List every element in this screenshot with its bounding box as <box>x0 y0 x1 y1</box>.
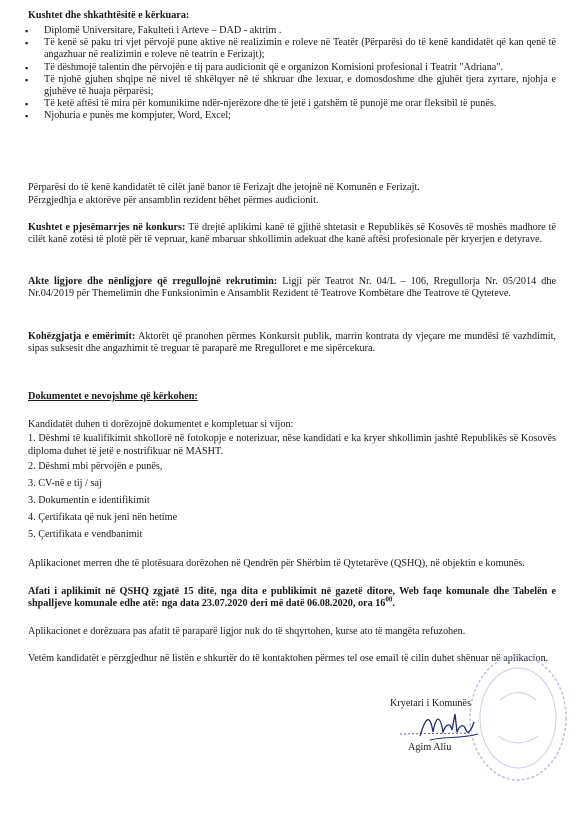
requirement-item: ▪ Njohuria e punës me kompjuter, Word, Excel; <box>22 110 556 122</box>
participation-heading: Kushtet e pjesëmarrjes në konkurs: <box>28 222 186 233</box>
documents-intro: Kandidatët duhen ti dorëzojnë dokumentet e kompletuar si vijon: <box>28 419 294 430</box>
requirement-item: ▪ Të ketë aftësi të mira për komunikime ndër-njerëzore dhe të jetë i gatshëm të punojë me orar fleksibil të punës. <box>22 98 556 110</box>
requirement-item: ▪ Të njohë gjuhen shqipe në nivel të shkëlqyer në të shkruar dhe lexuar, e domosdoshme dhe gjuhët tjera zyrtare, njohja e gjuhëve të huaja përparësi; <box>22 74 556 98</box>
document-item: 5. Çertifikata e vendbanimit <box>28 529 143 541</box>
deadline-text: Afati i aplikimit në QSHQ zgjatë 15 ditë, nga dita e publikimit në gazetë ditore, Web faqe komunale dhe Tabelën e shpalljeve komunale edhe atë: nga data 23.07.2020 deri më datë 06.08.2020, ora $16^{00}$. <box>28 586 556 610</box>
handwritten-signature-icon <box>400 706 510 746</box>
priority-note: Përparësi do të kenë kandidatët të cilët janë banor të Ferizajt dhe jetojnë në Komunën e Ferizajt. <box>28 182 420 193</box>
document-item: 3. Dokumentin e identifikimit <box>28 495 150 507</box>
participation-paragraph <box>28 222 556 246</box>
applications-text: Aplikacionet merren dhe të plotësuara dorëzohen në Qendrën për Shërbim të Qytetarëve (QSHQ), në objektin e komunës. <box>28 558 525 569</box>
duration-text: Aktorët që pranohen përmes Konkursit publik, marrin kontrata dy vjeçare me mundësi të vazhdimit, sipas suksesit dhe angazhimit të treguar të paraparë me Rregulloret e me sipërcekura. <box>28 331 556 355</box>
requirements-list <box>22 25 556 123</box>
document-item: 2. Dëshmi mbi përvojën e punës, <box>28 461 163 473</box>
document-item: 3. CV-në e tij / saj <box>28 478 102 490</box>
legal-paragraph <box>28 276 556 300</box>
requirements-heading: Kushtet dhe shkathtësitë e kërkuara: <box>28 10 190 21</box>
document-item: 4. Çertifikata që nuk jeni nën hetime <box>28 512 178 524</box>
requirement-item: ▪ Diplomë Universitare, Fakulteti i Arteve – DAD - aktrim . <box>22 25 556 37</box>
legal-text: Ligji për Teatrot Nr. 04/L – 106, Rregullorja Nr. 05/2014 dhe Nr.04/2019 për Themelimin dhe Funksionimin e Ansamblit Rezident të Teatrove Kombëtare dhe Teatrove të Qyteteve. <box>28 276 556 300</box>
documents-heading: Dokumentet e nevojshme që kërkohen: <box>28 391 198 402</box>
late-applications-text: Aplikacionet e dorëzuara pas afatit të paraparë ligjor nuk do të shqyrtohen, kurse ato të mangëta refuzohen. <box>28 626 466 637</box>
signatory-name: Agim Aliu <box>408 742 452 754</box>
duration-heading: Kohëzgjatja e emërimit: <box>28 331 136 342</box>
document-item: 1. Dëshmi të kualifikimit shkollorë në fotokopje e noterizuar, nëse kandidati e ka kryer shkollimin jashtë Republikës së Kosovës diploma duhet të jetë e nostrifikuar në MASHT. <box>28 433 556 457</box>
requirement-item: ▪ Të dëshmojë talentin dhe përvojën e tij para audicionit që e organizon Komisioni profesional i Teatrit "Adriana". <box>22 62 556 74</box>
documents-list <box>28 433 556 543</box>
shortlist-text: Vetëm kandidatët e përzgjedhur në listën e shkurtër do të kontaktohen përmes tel ose email të cilin duhet shënuar në aplikacion. <box>28 653 549 664</box>
duration-paragraph <box>28 331 556 355</box>
legal-heading: Akte ligjore dhe nënligjore që rregullojnë rekrutimin: <box>28 276 278 287</box>
requirement-item: ▪ Të kenë së paku tri vjet përvojë pune aktive në realizimin e roleve në Teatër (Përparësi do të kenë kandidatët që kan qenë të angazhuar në realizimin e roleve në teatrin e Ferizajt); <box>22 37 556 61</box>
audition-note: Përzgjedhja e aktorëve për ansamblin rezident bëhet përmes audicionit. <box>28 195 319 206</box>
signature-title: Kryetari i Komunës <box>390 698 471 710</box>
participation-text: Të drejtë aplikimi kanë të gjithë shtetasit e Republikës së Kosovës të moshës madhore të cilët kanë zotësi të plotë për të vepruar, kanë mbaruar shkollimin adekuat dhe kanë aftësi profesionale për kryerjen e detyrave. <box>28 222 556 246</box>
